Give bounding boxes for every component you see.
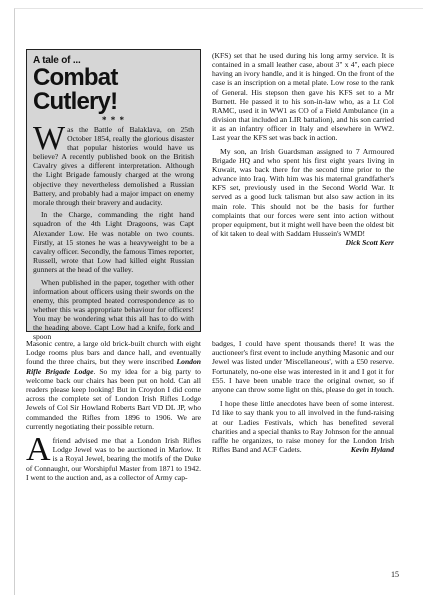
col2-paragraph-2 [212,146,394,248]
page-number: 15 [391,570,399,579]
lower-right-paragraph-2 [212,399,394,454]
col2-paragraph-2-text: My son, an Irish Guardsman assigned to 7 Armoured Brigade HQ and who spent his first eight years living in Kuwait, was back there for the second time prior to the advance into Iraq. With him was his maternal grandfather's KFS set, previously used in the Second World War. It served as a good luck talisman but also saw action in its main role. This should not be the basis for further complaints that our forces were sent into action without proper equipment, but it might well have been the oldest bit of kit taken to deal with Saddam Hussein's WMD! [212,146,394,238]
lower-left-paragraph-1 [26,339,201,431]
lower-left-paragraph-1-text-b: . So my idea for a big party to welcome back our chairs has been put on hold. Can all readers please keep looking! But in Croydon I did come across the complete set of London Irish Rifles Lodge Jewels of Col Sir Howland Roberts Bart VD DL JP, who commanded the Rifles from 1896 to 1906. We are currently negotiating their possible return. [26,366,201,431]
article-column-right [212,51,394,247]
drop-cap-a: A [26,431,51,469]
author-signature: Dick Scott Kerr [345,238,394,248]
lodge-name: London Rifle Brigade Lodge [26,357,201,376]
lower-right-paragraph-1: badges, I could have spent thousands there! It was the auctioneer's first event to include anything Masonic and our Jewel was listed under 'Miscellaneous', with a £50 reserve. Fortunately, no-one else was interested in it and I got it for £55. I have been unable trace the original owner, so if anyone can throw some light on this, please do get in touch. [212,339,395,395]
lower-right-paragraph-2-text: I hope these little anecdotes have been of some interest. I'd like to say thank you to all involved in the fund-raising at our Ladies Festivals, which has benefited several charities and a special thanks to Ray Johnson for the annual raffle he organizes, to raise money for the London Irish Rifles Band and ACF Cadets. [212,399,394,455]
article-headline: Combat Cutlery! [33,64,118,115]
box-paragraph-3: When published in the paper, together with other information about officers using their swords on the enemy, this prompted heated correspondence as to whether this was appropriate behaviour for officers! You may be wondering what this all has to do with the heading above. Capt Low had a knife, fork and spoon [33,277,194,342]
lower-left-paragraph-2 [26,431,201,482]
drop-cap: W [33,120,66,157]
lower-column-left [26,339,201,487]
article-box-combat-cutlery [26,49,201,342]
box-paragraph-1-text: as the Battle of Balaklava, on 25th October 1854, really the glorious disaster that popular histories would have us believe? A recently published book on the British Cavalry gives a different interpretation. Although the Light Brigade famously charged at the wrong objective they nevertheless demolished a Russian Battery, and probably had a major impact on enemy morale through their bravery and audacity. [33,125,194,207]
section-divider-stars: * * * [102,115,125,125]
lower-column-right [212,339,394,459]
box-paragraph-2: In the Charge, commanding the right hand squadron of the 4th Light Dragoons, was Capt Alexander Low. He was notable on two counts. Firstly, at 15 stones he was a heavyweight to be a cavalry officer. Secondly, the famous Times reporter, Russell, wrote that Low had killed eight Russian gunners at the head of the valley. [33,210,194,274]
lower-left-paragraph-2-text: friend advised me that a London Irish Rifles Lodge Jewel was to be auctioned in Marlow. It is a Royal Jewel, bearing the motifs of the Duke of Connaught, our Worshipful Master from 1871 to 1942. I went to the auction and, as a collector of Army cap- [26,436,201,482]
author-signature-2: Kevin Hyland [350,445,394,455]
article-kicker: A tale of ... [33,55,81,66]
box-paragraph-1 [33,120,194,207]
lower-left-paragraph-1-text-a: Masonic centre, a large old brick-built church with eight Lodge rooms plus bars and dance hall, and eventually found the three chairs, but they were inscribed [26,339,201,367]
col2-paragraph-1: (KFS) set that he used during his long army service. It is contained in a small leather case, about 3" x 4", each piece having an ivory handle, and it is hinged. On the front of the case is an inscription on a metal plate. Low rose to the rank of General. His stepson then gave his KFS set to a Mr Burnett. He passed it to his son-in-law who, as a Lt Col RAMC, used it in WW1 as CO of a Field Ambulance (in a division that included an LIR battalion), and his son carried it as an infantry officer in Italy and elsewhere in WW2. Last year the KFS set was back in action. [212,51,394,143]
